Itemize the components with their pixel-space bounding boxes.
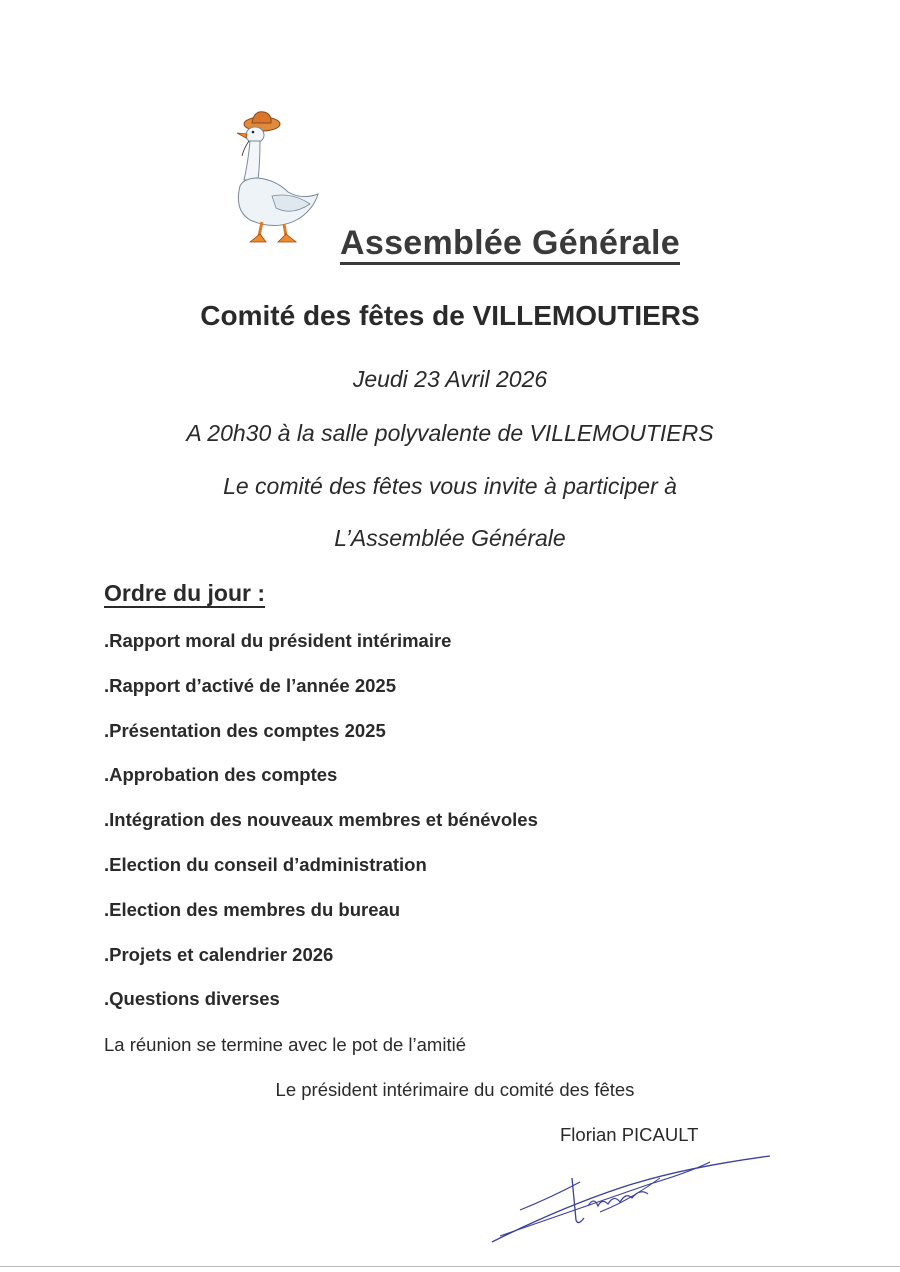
agenda-item: .Questions diverses [104,988,280,1010]
organization-heading: Comité des fêtes de VILLEMOUTIERS [200,300,700,331]
invitation-line-1: Le comité des fêtes vous invite à participer à [223,473,677,499]
agenda-heading: Ordre du jour : [104,580,265,606]
signatory-role: Le président intérimaire du comité des fêtes [275,1079,635,1100]
event-date: Jeudi 23 Avril 2026 [352,366,548,392]
agenda-list [104,630,538,1033]
agenda-item: .Rapport d’activé de l’année 2025 [104,674,396,696]
closing-note: La réunion se termine avec le pot de l’amitié [104,1034,466,1055]
page-bottom-border [0,1266,900,1267]
page-title: Assemblée Générale [340,224,680,265]
agenda-item: .Intégration des nouveaux membres et bénévoles [104,809,538,831]
agenda-item: .Projets et calendrier 2026 [104,943,334,965]
agenda-item: .Election du conseil d’administration [104,853,427,875]
agenda-item: .Rapport moral du président intérimaire [104,630,452,651]
goose-illustration-icon [222,108,322,250]
agenda-item: .Approbation des comptes [104,764,338,786]
agenda-item: .Election des membres du bureau [104,898,401,920]
invitation-line-2: L’Assemblée Générale [334,525,566,551]
agenda-item: .Présentation des comptes 2025 [104,719,386,741]
signature-icon [480,1148,780,1248]
signatory-name: Florian PICAULT [560,1124,699,1145]
event-time-place: A 20h30 à la salle polyvalente de VILLEMOUTIERS [186,420,714,446]
